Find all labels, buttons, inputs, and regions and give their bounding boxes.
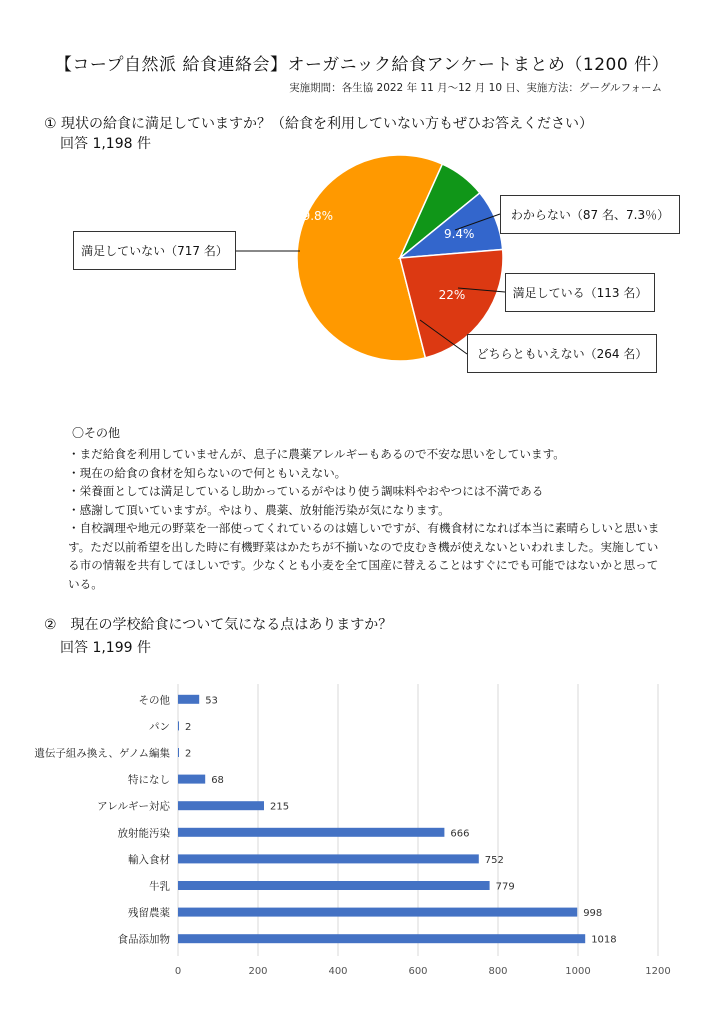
- callout-neither: どちらともいえない（264 名）: [467, 334, 657, 373]
- category-label: パン: [149, 720, 170, 733]
- category-label: 牛乳: [149, 880, 170, 893]
- category-label: 食品添加物: [117, 933, 170, 946]
- category-label: その他: [138, 694, 170, 707]
- question-1-response-count: 回答 1,198 件: [60, 136, 151, 152]
- bar: [178, 775, 205, 784]
- pie-pct-label-not-satisfied: 59.8%: [294, 209, 334, 223]
- callout-not-satisfied: 満足していない（717 名）: [73, 231, 236, 270]
- category-label: 特になし: [128, 774, 170, 787]
- survey-period-note: 実施期間：各生協 2022 年 11 月〜12 月 10 日、実施方法：グーグルフォーム: [289, 82, 662, 94]
- bar-value-label: 666: [450, 828, 470, 840]
- bar: [178, 748, 179, 757]
- bar: [178, 881, 490, 890]
- list-item: ・自校調理や地元の野菜を一部使ってくれているのは嬉しいですが、有機食材になれば本当に素晴らしいと思います。ただ以前希望を出した時に有機野菜はかたちが不揃いなので皮むき機が使えないといわれました。実施している市の情報を共有してほしいです。少なくとも小麦を全て国産に替えることはすぐにでも可能ではないかと思っている。: [68, 521, 660, 591]
- list-item: ・まだ給食を利用していませんが、息子に農薬アレルギーもあるので不安な思いをしています。: [68, 447, 565, 461]
- x-tick-label: 800: [488, 966, 508, 977]
- category-label: 遺伝子組み換え、ゲノム編集: [34, 747, 170, 760]
- callout-unknown: わからない（87 名、7.3％）: [500, 195, 680, 234]
- list-item: ・現在の給食の食材を知らないので何ともいえない。: [68, 465, 347, 480]
- bar-value-label: 2: [185, 748, 192, 760]
- x-tick-label: 200: [248, 966, 268, 977]
- x-tick-label: 1200: [645, 966, 671, 977]
- other-comments-heading: 〇その他: [72, 426, 121, 440]
- category-label: アレルギー対応: [97, 800, 170, 813]
- bar: [178, 934, 585, 943]
- bar: [178, 801, 264, 810]
- question-2-response-count: 回答 1,199 件: [60, 640, 151, 656]
- list-item: ・感謝して頂いていますが。やはり、農薬、放射能汚染が気になります。: [68, 502, 450, 517]
- bar: [178, 828, 444, 837]
- bar-value-label: 53: [205, 695, 218, 707]
- pie-pct-label-neither: 22%: [438, 288, 466, 303]
- bar-value-label: 779: [495, 881, 515, 893]
- bar: [178, 854, 479, 863]
- list-item: ・栄養面としては満足しているし助かっているがやはり使う調味料やおやつには不満である: [68, 484, 544, 498]
- bar-value-label: 215: [270, 801, 290, 813]
- callout-satisfied: 満足している（113 名）: [505, 273, 655, 312]
- bar-chart: [0, 660, 724, 990]
- x-tick-label: 400: [328, 966, 348, 977]
- bar-value-label: 2: [185, 721, 192, 733]
- bar-value-label: 998: [583, 908, 603, 920]
- bar: [178, 908, 577, 917]
- x-tick-label: 600: [408, 966, 428, 977]
- question-1-title: ① 現状の給食に満足していますか？（給食を利用していない方もぜひお答えください）: [44, 116, 593, 132]
- bar-value-label: 68: [211, 775, 224, 787]
- question-2-title: ② 現在の学校給食について気になる点はありますか？: [44, 617, 393, 633]
- pie-pct-label-satisfied: 9.4%: [443, 227, 475, 242]
- bar: [178, 695, 199, 704]
- category-label: 放射能汚染: [117, 827, 170, 840]
- other-comments-list: [68, 445, 668, 593]
- bar-value-label: 752: [484, 854, 504, 866]
- x-tick-label: 0: [174, 966, 182, 977]
- category-label: 残留農薬: [128, 907, 170, 920]
- bar: [178, 721, 179, 730]
- x-tick-label: 1000: [565, 966, 591, 977]
- document-title: 【コープ自然派 給食連絡会】オーガニック給食アンケートまとめ（1200 件）: [54, 55, 670, 75]
- category-label: 輸入食材: [128, 853, 170, 866]
- bar-value-label: 1018: [591, 934, 617, 946]
